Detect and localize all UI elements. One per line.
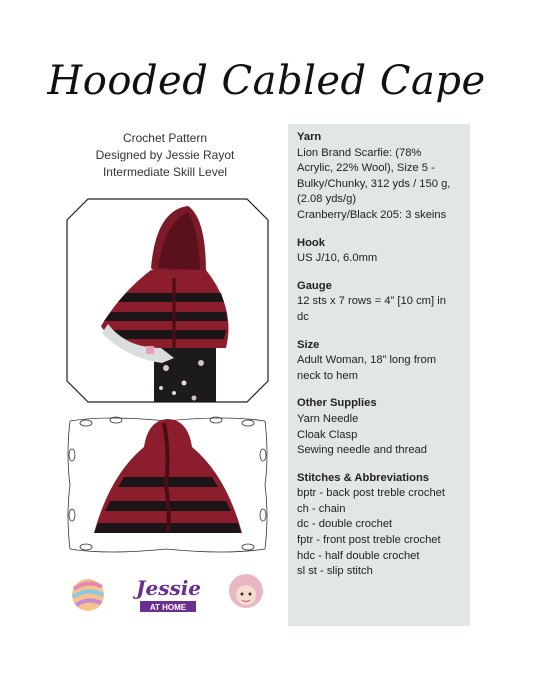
stitch-line: dc - double crochet (297, 518, 393, 531)
stitch-line: fptr - front post treble crochet (297, 534, 441, 547)
designer-credit: Designed by Jessie Rayot (95, 148, 235, 162)
stitches-heading: Stitches & Abbreviations (297, 471, 429, 484)
size-line: neck to hem (297, 369, 358, 382)
supplies-line: Sewing needle and thread (297, 444, 428, 457)
cape-model-photo (66, 198, 269, 403)
size-heading: Size (297, 338, 320, 351)
yarn-line: Acrylic, 22% Wool), Size 5 - (297, 162, 435, 175)
gauge-line: dc (297, 310, 309, 323)
stitch-line: ch - chain (297, 502, 346, 515)
supplies-line: Yarn Needle (297, 412, 359, 425)
pattern-details-panel (288, 124, 470, 626)
pattern-title: Hooded Cabled Cape (47, 58, 486, 104)
skill-level: Intermediate Skill Level (102, 165, 228, 179)
supplies-heading: Other Supplies (297, 397, 377, 410)
stitch-line: sl st - slip stitch (297, 565, 373, 578)
yarn-ball-icon (72, 579, 104, 611)
yarn-heading: Yarn (297, 131, 322, 143)
designer-avatar-icon (229, 574, 263, 608)
jessie-at-home-logo (132, 576, 201, 612)
pattern-type: Crochet Pattern (122, 131, 208, 145)
pattern-info (40, 130, 290, 181)
gauge-heading: Gauge (297, 279, 332, 292)
stitch-line: hdc - half double crochet (297, 549, 420, 562)
stitch-line: bptr - back post treble crochet (297, 487, 445, 500)
svg-text:Jessie: Jessie (136, 576, 202, 600)
hook-heading: Hook (297, 236, 325, 249)
svg-text:AT HOME: AT HOME (149, 603, 187, 612)
gauge-line: 12 sts x 7 rows = 4” [10 cm] in (297, 295, 446, 308)
yarn-line: Cranberry/Black 205: 3 skeins (297, 208, 447, 221)
yarn-line: (2.08 yds/g) (297, 193, 357, 206)
yarn-line: Bulky/Chunky, 312 yds / 150 g, (297, 177, 451, 190)
yarn-line: Lion Brand Scarfie: (78% (297, 146, 422, 159)
cape-back-photo (66, 415, 269, 555)
size-line: Adult Woman, 18” long from (297, 354, 437, 367)
logo-row (68, 565, 273, 625)
hook-line: US J/10, 6.0mm (297, 252, 378, 265)
supplies-line: Cloak Clasp (297, 428, 358, 441)
